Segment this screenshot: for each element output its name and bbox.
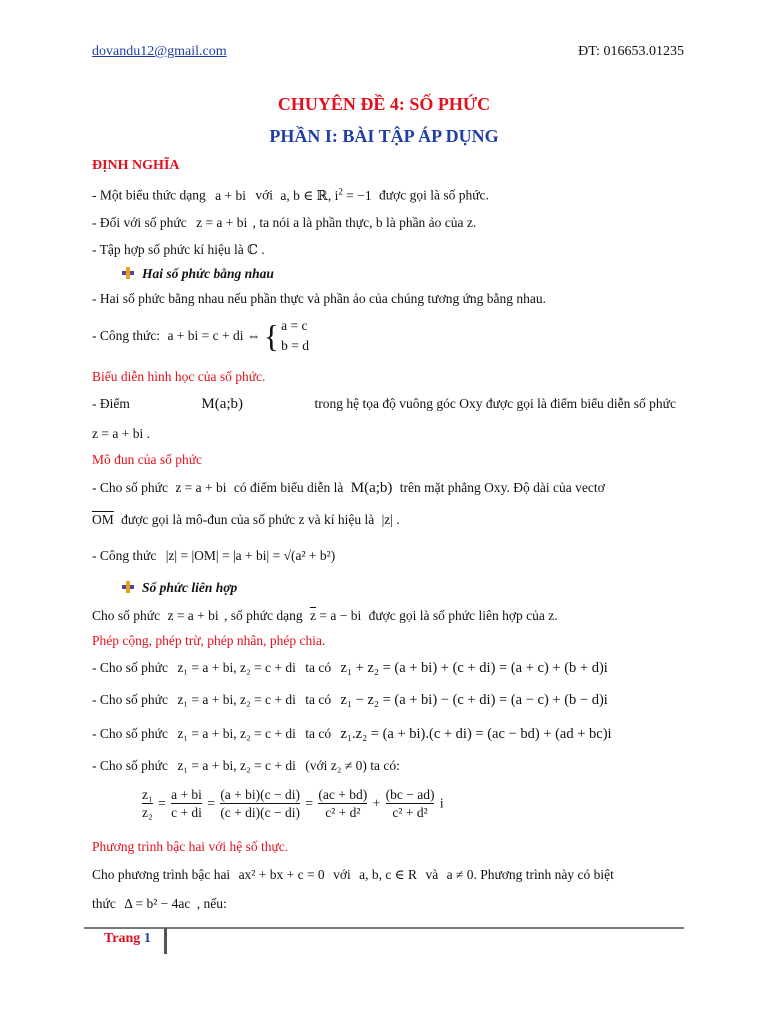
author-phone: ĐT: 016653.01235: [578, 44, 684, 59]
modulus-line-1: - Cho số phức z = a + bi có điểm biểu diễn là M(a;b) trên mặt phẳng Oxy. Độ dài của vectơ: [92, 480, 605, 496]
conjugate-heading: Số phức liên hợp: [120, 580, 237, 596]
document-subtitle: PHẦN I: BÀI TẬP ÁP DỤNG: [269, 126, 499, 146]
geom-line-1: - Điểm M(a;b) trong hệ tọa độ vuông góc Oxy được gọi là điểm biểu diễn số phức: [92, 396, 676, 412]
definition-line-2: - Đối với số phức z = a + bi , ta nói a là phần thực, b là phần ảo của z.: [92, 215, 477, 230]
operation-add: - Cho số phức z₁ = a + bi, z₂ = c + di ta có z₁ + z₂ = (a + bi) + (c + di) = (a + c) + (b + d)i: [92, 660, 608, 676]
bullet-icon: [120, 580, 136, 594]
bullet-icon: [120, 266, 136, 280]
geom-line-2: z = a + bi .: [92, 426, 150, 441]
page-number: Trang 1: [104, 931, 151, 946]
operations-heading: Phép cộng, phép trừ, phép nhân, phép chia.: [92, 633, 326, 648]
operation-div-formula: $\frac{\text{z₁}}{\text{z₂}}$ = $\frac{a + bi}{c + di}$ = $\frac{(a + bi)(c - di)}{(c + di)(c - di)}$ = $\frac{(ac + bd)}{\text{c² + d²}}$ + $\frac{(bc - ad)}{\text{c² + d²}}$ i: [142, 787, 444, 820]
quadratic-line-1: Cho phương trình bậc hai ax² + bx + c = 0 với a, b, c ∈ R và a ≠ 0. Phương trình này có biệt: [92, 867, 614, 882]
quadratic-heading: Phương trình bậc hai với hệ số thực.: [92, 839, 289, 854]
operation-div-condition: - Cho số phức z₁ = a + bi, z₂ = c + di (với z₂ ≠ 0) ta có:: [92, 758, 400, 773]
operation-mul: - Cho số phức z₁ = a + bi, z₂ = c + di ta có z₁.z₂ = (a + bi).(c + di) = (ac − bd) + (ad + bc)i: [92, 726, 612, 742]
modulus-heading: Mô đun của số phức: [92, 452, 203, 467]
modulus-formula: - Công thức |z| = |OM| = |a + bi| = √(a² + b²): [92, 548, 336, 563]
section-definition-heading: ĐỊNH NGHĨA: [92, 158, 180, 173]
conjugate-line-1: Cho số phức z = a + bi , số phức dạng $\overline{z} = a$ − bi được gọi là số phức liên hợp của z.: [92, 608, 558, 623]
definition-line-3: - Tập hợp số phức kí hiệu là ℂ .: [92, 242, 265, 257]
modulus-line-2: $\overline{OM}$ được gọi là mô-đun của số phức z và kí hiệu là |z| .: [92, 512, 400, 527]
footer-divider: [164, 928, 167, 954]
author-email[interactable]: dovandu12@gmail.com: [92, 44, 227, 59]
equal-line-1: - Hai số phức bằng nhau nếu phần thực và phần ảo của chúng tương ứng bằng nhau.: [92, 291, 547, 306]
geom-heading: Biểu diễn hình học của số phức.: [92, 369, 266, 384]
footer-rule: [84, 927, 684, 929]
operation-sub: - Cho số phức z₁ = a + bi, z₂ = c + di ta có z₁ − z₂ = (a + bi) − (c + di) = (a − c) + (b − d)i: [92, 692, 608, 708]
equal-heading: Hai số phức bằng nhau: [120, 266, 274, 282]
equal-formula: - Công thức: a + bi = c + di ⇔ { a = c b = d: [92, 318, 309, 354]
definition-line-1: - Một biểu thức dạng a + bi với a, b ∈ ℝ, $i^2 = -1$ được gọi là số phức.: [92, 186, 489, 203]
document-title: CHUYÊN ĐỀ 4: SỐ PHỨC: [277, 94, 491, 114]
quadratic-line-2: thức Δ = b² − 4ac , nếu:: [92, 896, 227, 911]
